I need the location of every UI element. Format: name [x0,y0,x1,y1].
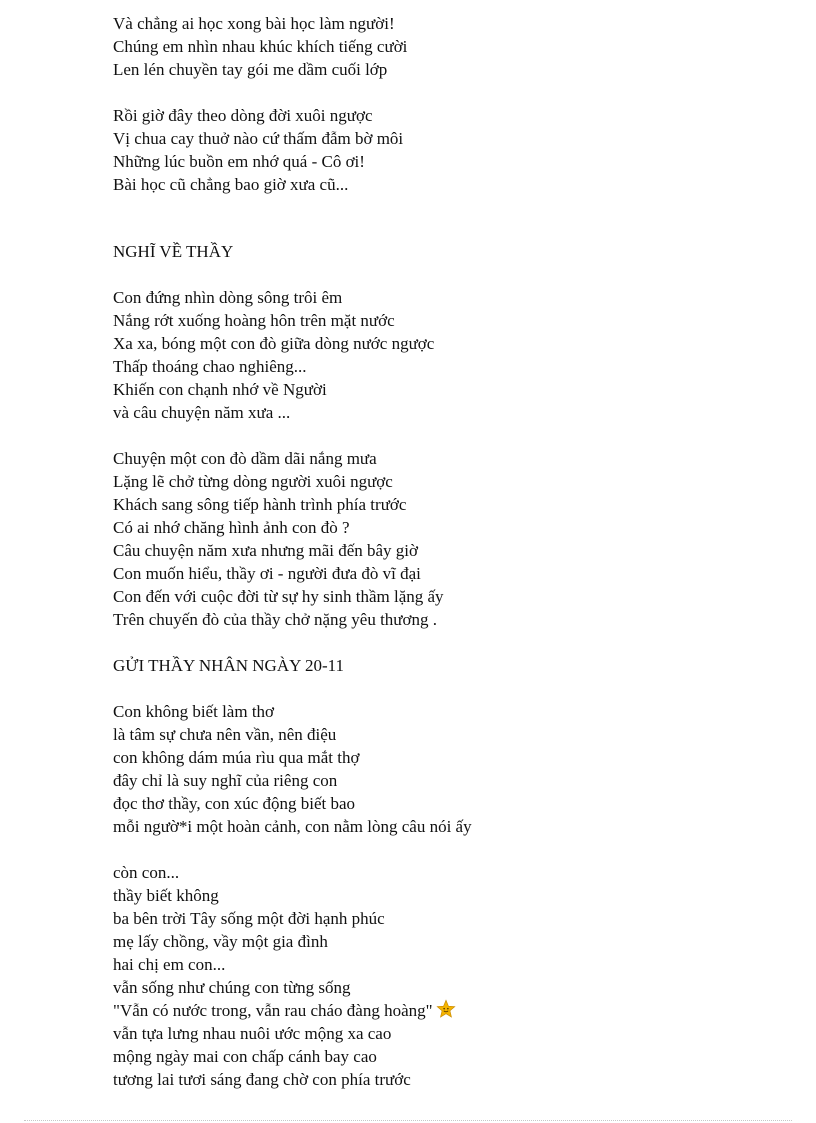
poem-line: Len lén chuyền tay gói me dầm cuối lớp [113,60,388,79]
poem-line: đọc thơ thầy, con xúc động biết bao [113,794,356,813]
poem-line: thầy biết không [113,886,219,905]
poem-2-stanza-2 [113,447,793,631]
poem-line-with-emoticon [113,999,793,1022]
poem-line: Vị chua cay thuở nào cứ thấm đẫm bờ môi [113,129,404,148]
page-bottom-divider [24,1120,792,1121]
poem-2-stanza-1 [113,286,793,424]
poem-line: Chuyện một con đò dầm dãi nắng mưa [113,449,377,468]
poem-title: NGHĨ VỀ THẦY [113,242,234,261]
stanza-gap [113,631,793,654]
poem-line: Những lúc buồn em nhớ quá - Cô ơi! [113,152,365,171]
poem-line: Câu chuyện năm xưa nhưng mãi đến bây giờ [113,541,419,560]
poem-line: hai chị em con... [113,955,226,974]
poem-line: là tâm sự chưa nên vần, nên điệu [113,725,337,744]
section-gap [113,196,793,240]
poem-line: con không dám múa rìu qua mắt thợ [113,748,360,767]
poem-line: Con muốn hiểu, thầy ơi - người đưa đò vĩ đại [113,564,421,583]
poem-line: tương lai tươi sáng đang chờ con phía trước [113,1070,411,1089]
poem-line: Con đến với cuộc đời từ sự hy sinh thầm lặng ấy [113,587,444,606]
poem-line: Nắng rớt xuống hoàng hôn trên mặt nước [113,311,395,330]
poem-line: Khiến con chạnh nhớ về Người [113,380,327,399]
poem-line: và câu chuyện năm xưa ... [113,403,291,422]
poem-title: GỬI THẦY NHÂN NGÀY 20-11 [113,656,345,675]
poem-line: Trên chuyến đò của thầy chở nặng yêu thương . [113,610,437,629]
stanza-gap [113,263,793,286]
poem-line: vẫn sống như chúng con từng sống [113,978,351,997]
poem-line: Có ai nhớ chăng hình ảnh con đò ? [113,518,350,537]
poem-line: còn con... [113,863,180,882]
stanza-gap [113,424,793,447]
stanza-gap [113,81,793,104]
poem-line: mỗi ngườ*i một hoàn cảnh, con nằm lòng câu nói ấy [113,817,472,836]
poem-line: Và chẳng ai học xong bài học làm người! [113,14,395,33]
poem-line: Lặng lẽ chở từng dòng người xuôi ngược [113,472,393,491]
poem-line: đây chỉ là suy nghĩ của riêng con [113,771,338,790]
poem-line: Con không biết làm thơ [113,702,275,721]
poem-line: ba bên trời Tây sống một đời hạnh phúc [113,909,385,928]
poem-line-text: "Vẫn có nước trong, vẫn rau cháo đàng hoàng" [113,1001,433,1020]
stanza-gap [113,838,793,861]
poem-line: mộng ngày mai con chấp cánh bay cao [113,1047,377,1066]
poem-line: Xa xa, bóng một con đò giữa dòng nước ngược [113,334,435,353]
poem-line: Thấp thoáng chao nghiêng... [113,357,307,376]
poem-line: Chúng em nhìn nhau khúc khích tiếng cười [113,37,408,56]
poem-line: vẫn tựa lưng nhau nuôi ước mộng xa cao [113,1024,392,1043]
document-page [113,12,793,1091]
poem-line: Bài học cũ chẳng bao giờ xưa cũ... [113,175,349,194]
poem-line: mẹ lấy chồng, vầy một gia đình [113,932,328,951]
poem-line: Con đứng nhìn dòng sông trôi êm [113,288,343,307]
stanza-top-1 [113,12,793,81]
stanza-top-2 [113,104,793,196]
stanza-gap [113,677,793,700]
smiling-star-icon [436,999,456,1019]
poem-3-stanza-1 [113,700,793,838]
poem-3-stanza-2 [113,861,793,1091]
poem-line: Rồi giờ đây theo dòng đời xuôi ngược [113,106,373,125]
poem-line: Khách sang sông tiếp hành trình phía trước [113,495,407,514]
